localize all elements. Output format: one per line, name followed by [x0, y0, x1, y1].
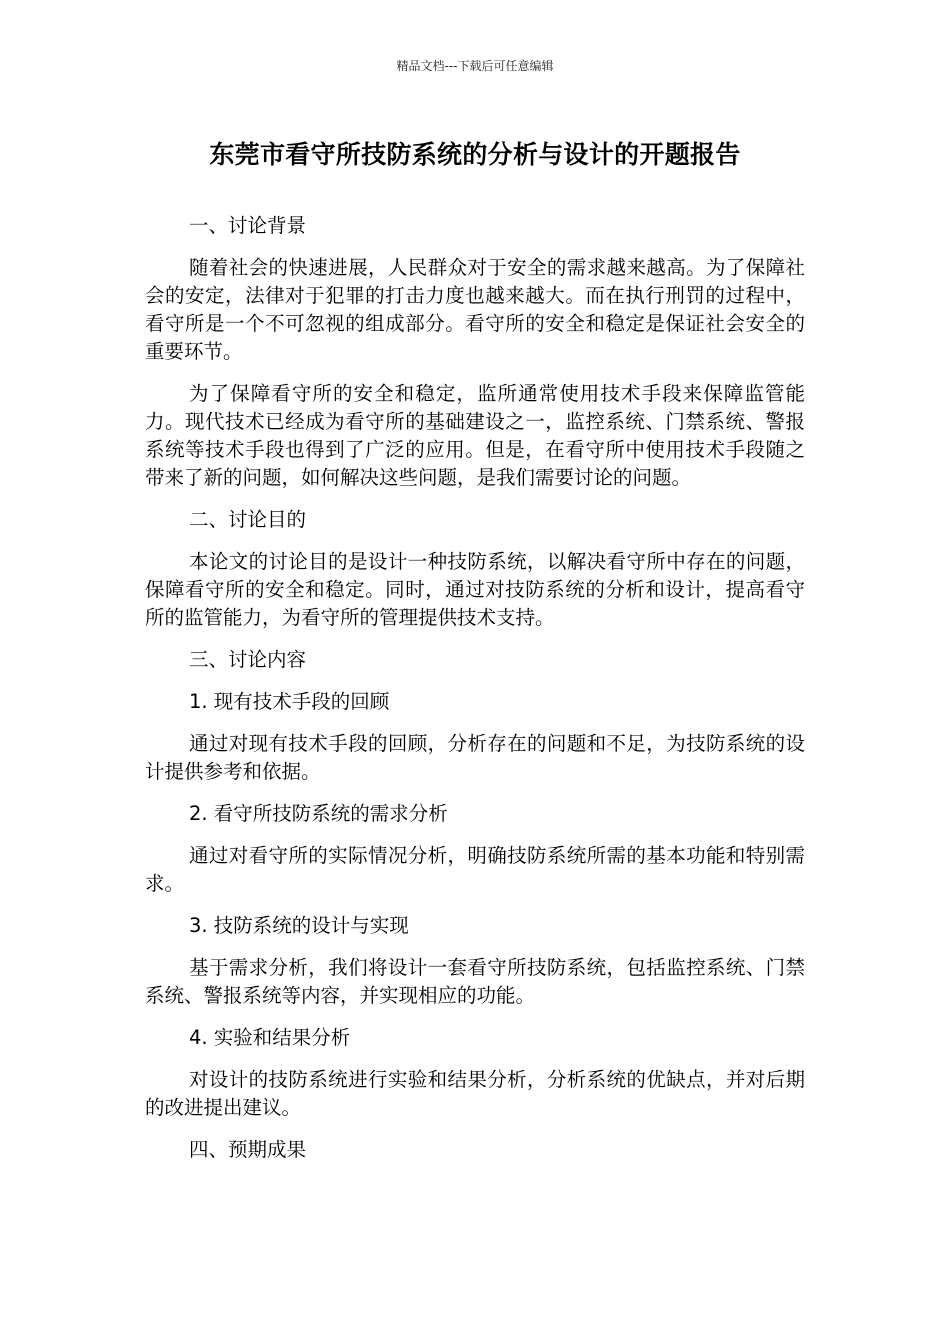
- document-body: [145, 212, 805, 1178]
- paragraph: 对设计的技防系统进行实验和结果分析，分析系统的优缺点，并对后期的改进提出建议。: [145, 1068, 805, 1119]
- section-heading: 二、讨论目的: [189, 508, 307, 531]
- document-title: 东莞市看守所技防系统的分析与设计的开题报告: [209, 140, 741, 169]
- paragraph: 随着社会的快速进展，人民群众对于安全的需求越来越高。为了保障社会的安定，法律对于犯罪的打击力度也越来越大。而在执行刑罚的过程中，看守所是一个不可忽视的组成部分。看守所的安全和稳定是保证社会安全的重要环节。: [145, 256, 805, 363]
- section-heading: 四、预期成果: [189, 1138, 307, 1161]
- paragraph: 通过对现有技术手段的回顾，分析存在的问题和不足，为技防系统的设计提供参考和依据。: [145, 732, 805, 783]
- subsection-heading: 1. 现有技术手段的回顾: [189, 690, 390, 713]
- subsection-heading: 2. 看守所技防系统的需求分析: [189, 802, 448, 825]
- paragraph: 通过对看守所的实际情况分析，明确技防系统所需的基本功能和特别需求。: [145, 844, 805, 895]
- subsection-heading: 3. 技防系统的设计与实现: [189, 914, 409, 937]
- paragraph: 本论文的讨论目的是设计一种技防系统，以解决看守所中存在的问题，保障看守所的安全和稳定。同时，通过对技防系统的分析和设计，提高看守所的监管能力，为看守所的管理提供技术支持。: [145, 550, 805, 629]
- paragraph: 为了保障看守所的安全和稳定，监所通常使用技术手段来保障监管能力。现代技术已经成为看守所的基础建设之一，监控系统、门禁系统、警报系统等技术手段也得到了广泛的应用。但是，在看守所中使用技术手段随之带来了新的问题，如何解决这些问题，是我们需要讨论的问题。: [145, 382, 805, 489]
- subsection-heading: 4. 实验和结果分析: [189, 1026, 351, 1049]
- section-purpose: [145, 506, 805, 632]
- section-heading: 一、讨论背景: [189, 214, 307, 237]
- paragraph: 基于需求分析，我们将设计一套看守所技防系统，包括监控系统、门禁系统、警报系统等内容，并实现相应的功能。: [145, 956, 805, 1007]
- page-header: 精品文档---下载后可任意编辑: [396, 59, 554, 73]
- section-background: [145, 212, 805, 492]
- section-expected-results: [145, 1136, 805, 1164]
- section-content: [145, 646, 805, 1122]
- section-heading: 三、讨论内容: [189, 648, 307, 671]
